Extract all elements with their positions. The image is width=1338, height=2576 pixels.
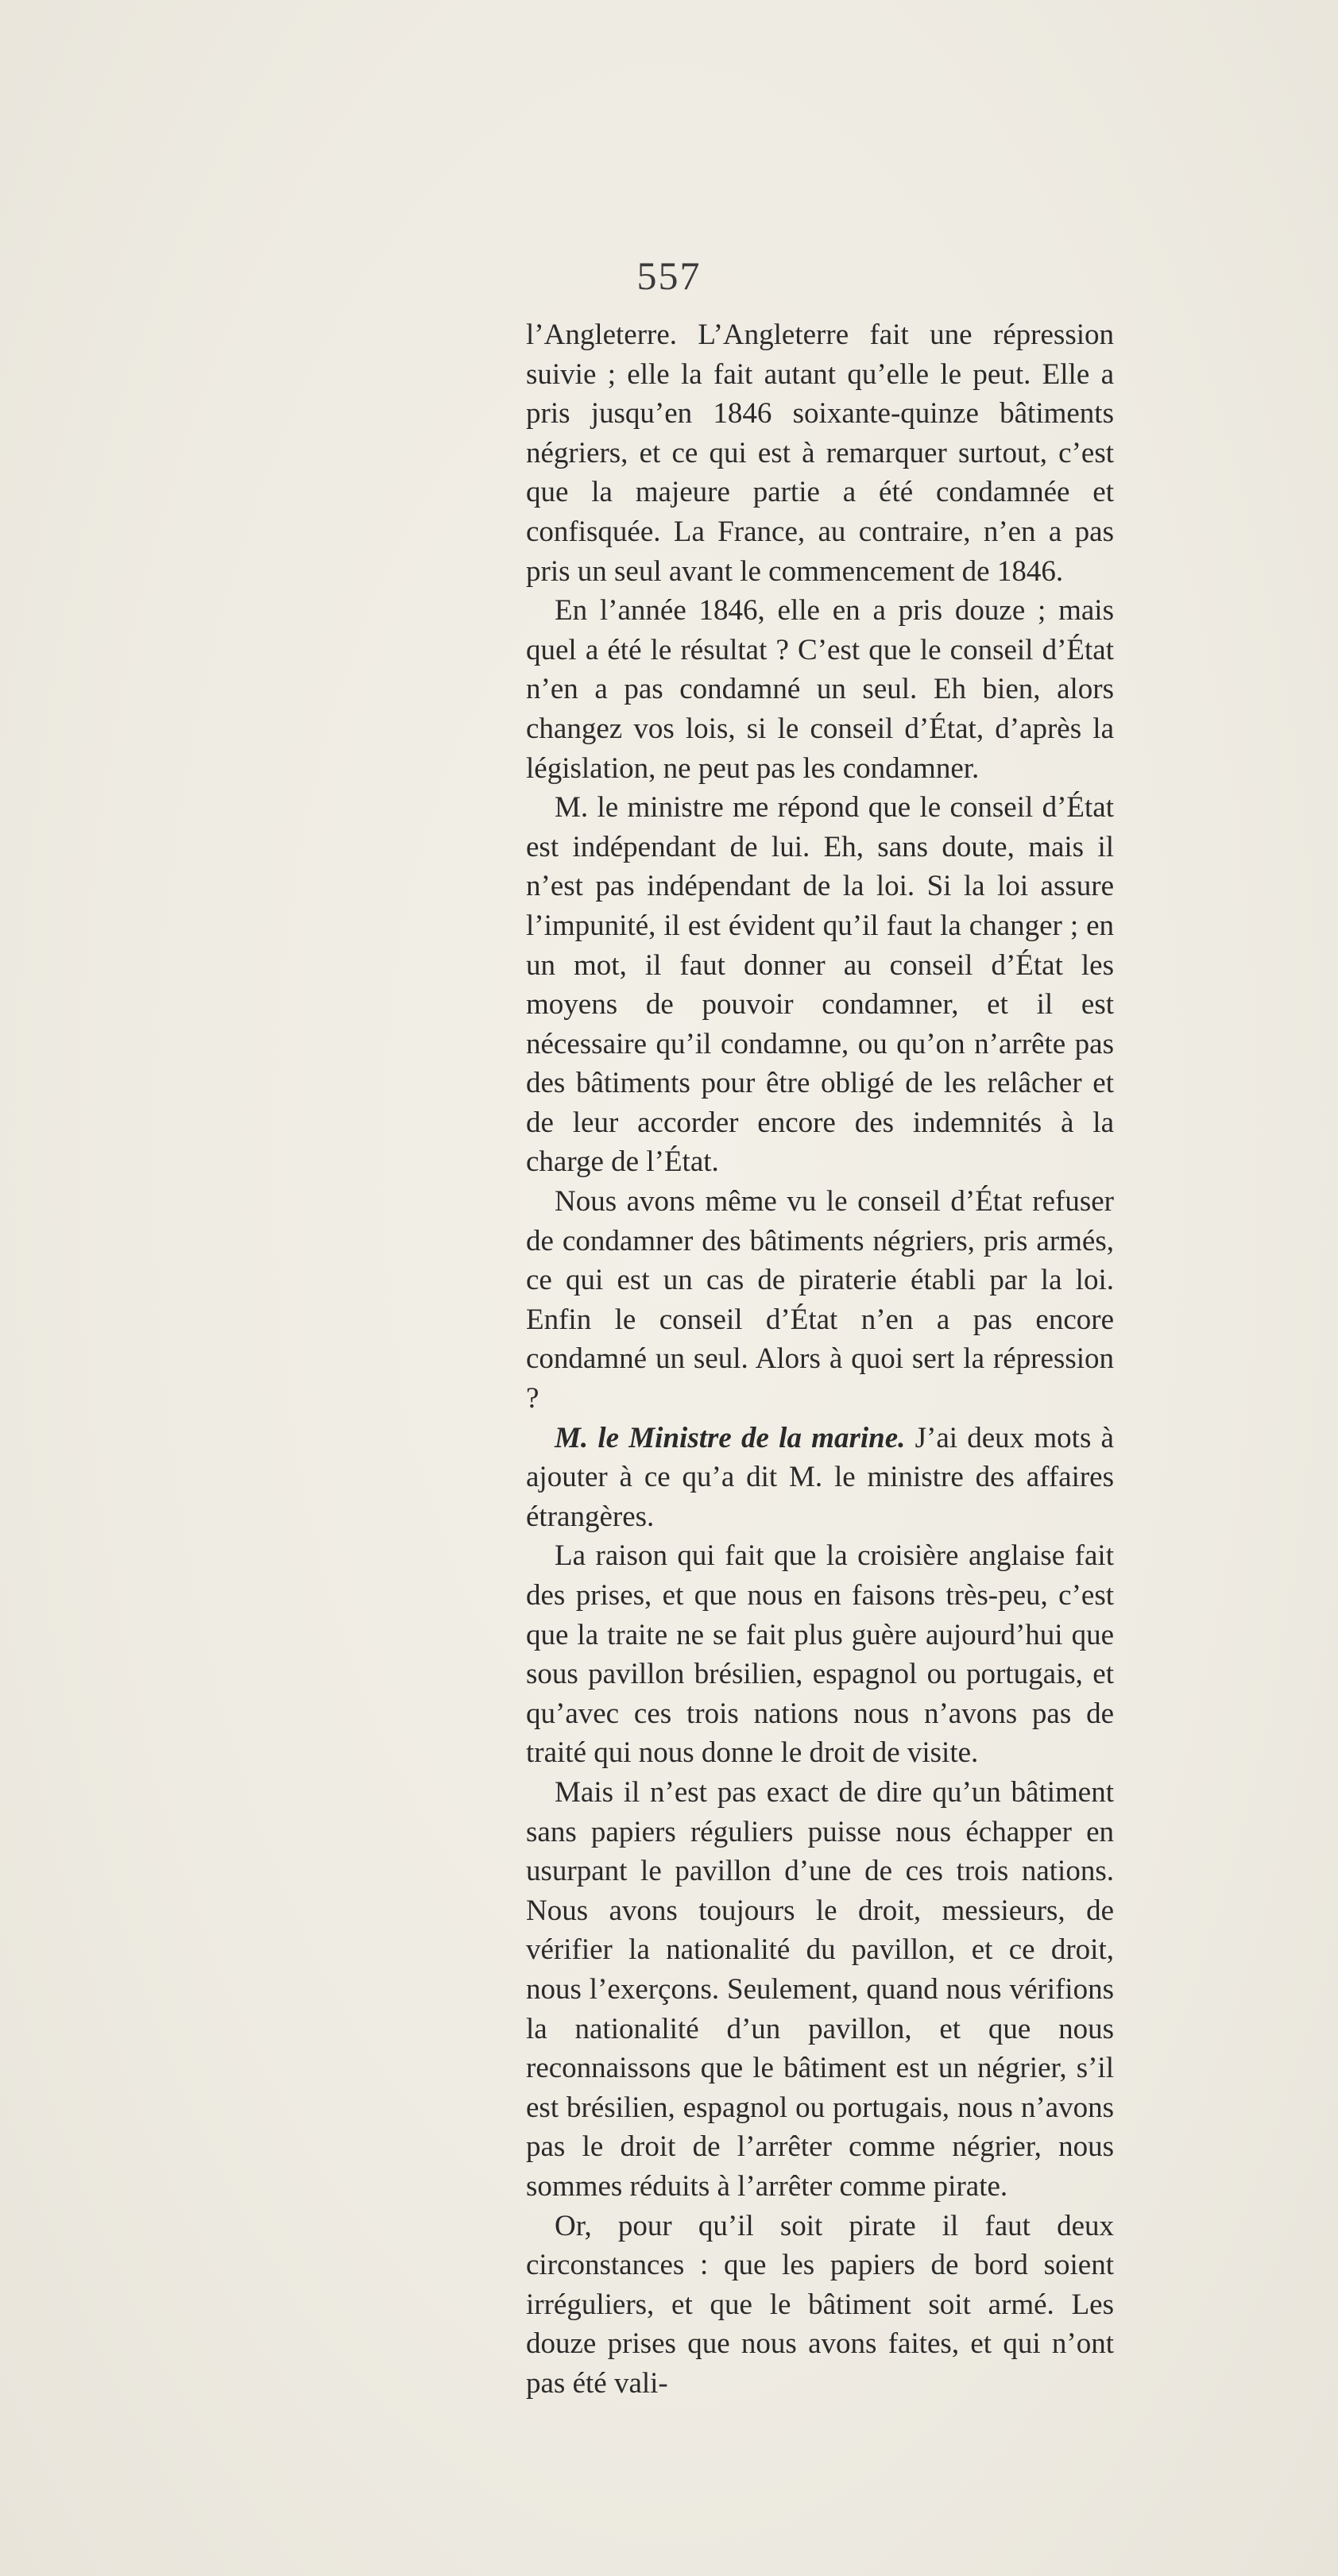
paragraph: l’Angleterre. L’Angleterre fait une répression suivie ; elle la fait autant qu’elle le peut. Elle a pris jusqu’en 1846 soixante-quinze bâtiments négriers, et ce qui est à remarquer surtout, c’est que la majeure partie a été condamnée et confisquée. La France, au contraire, n’en a pas pris un seul avant le commencement de 1846. — [526, 319, 1114, 588]
paragraph: Nous avons même vu le conseil d’État refuser de condamner des bâtiments négriers, pris armés, ce qui est un cas de piraterie établi par la loi. Enfin le conseil d’État n’en a pas encore condamné un seul. Alors à quoi sert la répression ? — [526, 1185, 1114, 1415]
paragraph: Or, pour qu’il soit pirate il faut deux circonstances : que les papiers de bord soient irréguliers, et que le bâtiment soit armé. Les douze prises que nous avons faites, et qui n’ont pas été vali- — [526, 2209, 1114, 2400]
paragraph: En l’année 1846, elle en a pris douze ; mais quel a été le résultat ? C’est que le conseil d’État n’en a pas condamné un seul. Eh bien, alors changez vos lois, si le conseil d’État, d’après la législation, ne peut pas les condamner. — [526, 594, 1114, 785]
paragraph-speaker — [526, 1419, 1114, 1537]
page-number: 557 — [636, 253, 702, 298]
speaker-text: J’ai deux mots à ajouter à ce qu’a dit M. le ministre des affaires étrangères. — [526, 1421, 1114, 1533]
paragraph: M. le ministre me répond que le conseil d’État est indépendant de lui. Eh, sans doute, mais il n’est pas indépendant de la loi. Si la loi assure l’impunité, il est évident qu’il faut la changer ; en un mot, il faut donner au conseil d’État les moyens de pouvoir condamner, et il est nécessaire qu’il condamne, ou qu’on n’arrête pas des bâtiments pour être obligé de les relâcher et de leur accorder encore des indemnités à la charge de l’État. — [526, 791, 1114, 1179]
speaker-name: M. le Ministre de la marine. — [555, 1421, 906, 1454]
paragraph: Mais il n’est pas exact de dire qu’un bâtiment sans papiers réguliers puisse nous échapper en usurpant le pavillon d’une de ces trois nations. Nous avons toujours le droit, messieurs, de vérifier la nationalité du pavillon, et ce droit, nous l’exerçons. Seulement, quand nous vérifions la nationalité d’un pavillon, et que nous reconnaissons que le bâtiment est un négrier, s’il est brésilien, espagnol ou portugais, nous n’avons pas le droit de l’arrêter comme négrier, nous sommes réduits à l’arrêter comme pirate. — [526, 1775, 1114, 2203]
paragraph: La raison qui fait que la croisière anglaise fait des prises, et que nous en faisons très-peu, c’est que la traite ne se fait plus guère aujourd’hui que sous pavillon brésilien, espagnol ou portugais, et qu’avec ces trois nations nous n’avons pas de traité qui nous donne le droit de visite. — [526, 1539, 1114, 1770]
body-text — [526, 315, 1114, 2403]
